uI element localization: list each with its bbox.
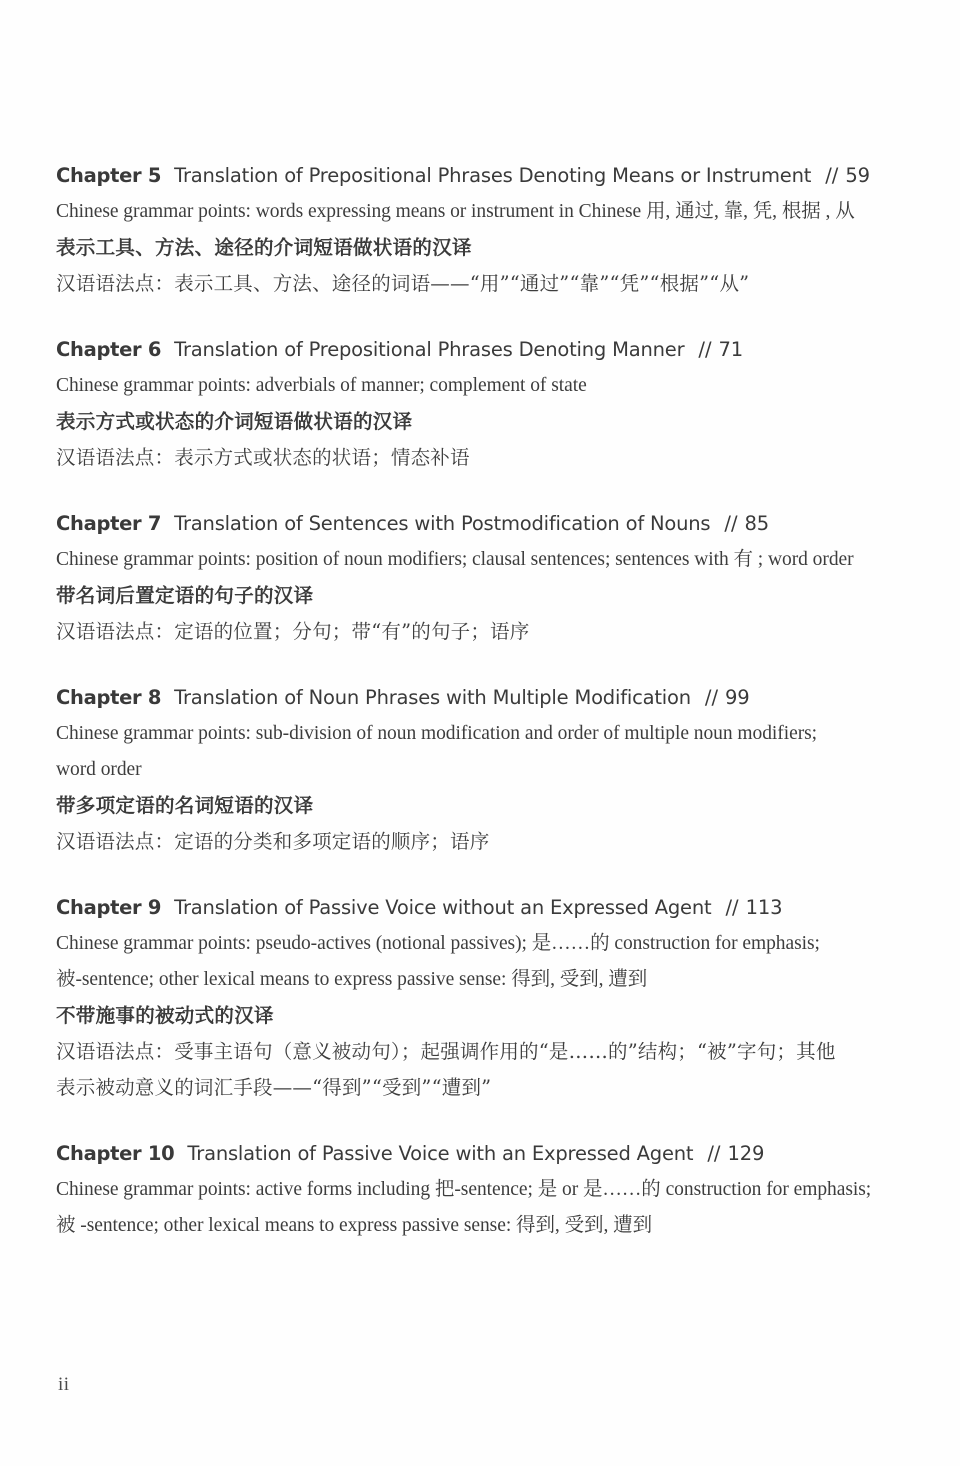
- toc-chapter-entry[interactable]: [56, 332, 912, 476]
- page-separator: //: [724, 512, 738, 535]
- chapter-heading[interactable]: [56, 890, 912, 926]
- toc-chapter-entry[interactable]: [56, 890, 912, 1106]
- table-of-contents: [56, 158, 912, 1274]
- chapter-number-label: Chapter 8: [56, 686, 162, 709]
- page-separator: //: [704, 686, 719, 709]
- chapter-title: Translation of Passive Voice without an Expressed Agent: [174, 896, 712, 919]
- chapter-page-number: 113: [745, 896, 783, 919]
- grammar-points-line-cn: 汉语语法点：受事主语句（意义被动句）；起强调作用的“是……的”结构；“被”字句；其他: [56, 1040, 836, 1063]
- grammar-points-line-en: Chinese grammar points: active forms including 把-sentence; 是 or 是……的 construction for emphasis;: [56, 1179, 872, 1200]
- chapter-heading[interactable]: [56, 506, 912, 542]
- chapter-number-label: Chapter 10: [56, 1142, 175, 1165]
- chapter-title-chinese: 不带施事的被动式的汉译: [56, 1004, 274, 1027]
- page-separator: //: [725, 896, 739, 919]
- chapter-title: Translation of Prepositional Phrases Denoting Manner: [174, 338, 685, 361]
- toc-chapter-entry[interactable]: [56, 158, 912, 302]
- chapter-number-label: Chapter 5: [56, 164, 162, 187]
- chapter-title-chinese: 表示方式或状态的介词短语做状语的汉译: [56, 410, 413, 433]
- chapter-title: Translation of Sentences with Postmodification of Nouns: [174, 512, 711, 535]
- page-separator: //: [698, 338, 712, 361]
- grammar-points-line-en: Chinese grammar points: pseudo-actives (notional passives); 是……的 construction for emphasis;: [56, 933, 820, 954]
- grammar-points-line-en: Chinese grammar points: sub-division of noun modification and order of multiple noun modifiers;: [56, 723, 818, 744]
- page-number: ii: [58, 1374, 70, 1395]
- chapter-page-number: 129: [727, 1142, 765, 1165]
- grammar-points-line-en: Chinese grammar points: position of noun modifiers; clausal sentences; sentences with 有 ; word order: [56, 549, 854, 570]
- toc-chapter-entry[interactable]: [56, 506, 912, 650]
- chapter-page-number: 71: [718, 338, 744, 361]
- chapter-title-chinese: 表示工具、方法、途径的介词短语做状语的汉译: [56, 236, 472, 259]
- toc-chapter-entry[interactable]: [56, 1136, 912, 1244]
- chapter-title: Translation of Passive Voice with an Expressed Agent: [187, 1142, 694, 1165]
- grammar-points-line-en: 被-sentence; other lexical means to express passive sense: 得到, 受到, 遭到: [56, 969, 648, 990]
- chapter-title-chinese: 带多项定语的名词短语的汉译: [56, 794, 314, 817]
- grammar-points-line-en: 被 -sentence; other lexical means to express passive sense: 得到, 受到, 遭到: [56, 1215, 653, 1236]
- grammar-points-line-cn: 表示被动意义的词汇手段——“得到”“受到”“遭到”: [56, 1076, 492, 1099]
- grammar-points-line-cn: 汉语语法点：定语的分类和多项定语的顺序；语序: [56, 830, 490, 853]
- chapter-heading[interactable]: [56, 332, 912, 368]
- chapter-number-label: Chapter 7: [56, 512, 162, 535]
- chapter-heading[interactable]: [56, 158, 912, 194]
- chapter-number-label: Chapter 9: [56, 896, 162, 919]
- chapter-title-chinese: 带名词后置定语的句子的汉译: [56, 584, 314, 607]
- grammar-points-line-cn: 汉语语法点：表示工具、方法、途径的词语——“用”“通过”“靠”“凭”“根据”“从”: [56, 272, 750, 295]
- chapter-page-number: 59: [845, 164, 870, 187]
- grammar-points-line-en: Chinese grammar points: words expressing means or instrument in Chinese 用, 通过, 靠, 凭, 根据 , 从: [56, 201, 855, 222]
- grammar-points-line-cn: 汉语语法点：定语的位置；分句；带“有”的句子；语序: [56, 620, 530, 643]
- grammar-points-line-en: word order: [56, 759, 142, 780]
- grammar-points-line-en: Chinese grammar points: adverbials of manner; complement of state: [56, 375, 587, 396]
- chapter-heading[interactable]: [56, 680, 912, 716]
- chapter-title: Translation of Prepositional Phrases Denoting Means or Instrument: [174, 164, 812, 187]
- page-separator: //: [707, 1142, 721, 1165]
- chapter-heading[interactable]: [56, 1136, 912, 1172]
- chapter-page-number: 99: [725, 686, 750, 709]
- chapter-title: Translation of Noun Phrases with Multiple Modification: [174, 686, 691, 709]
- toc-chapter-entry[interactable]: [56, 680, 912, 860]
- grammar-points-line-cn: 汉语语法点：表示方式或状态的状语；情态补语: [56, 446, 470, 469]
- chapter-number-label: Chapter 6: [56, 338, 162, 361]
- page-separator: //: [825, 164, 839, 187]
- chapter-page-number: 85: [744, 512, 770, 535]
